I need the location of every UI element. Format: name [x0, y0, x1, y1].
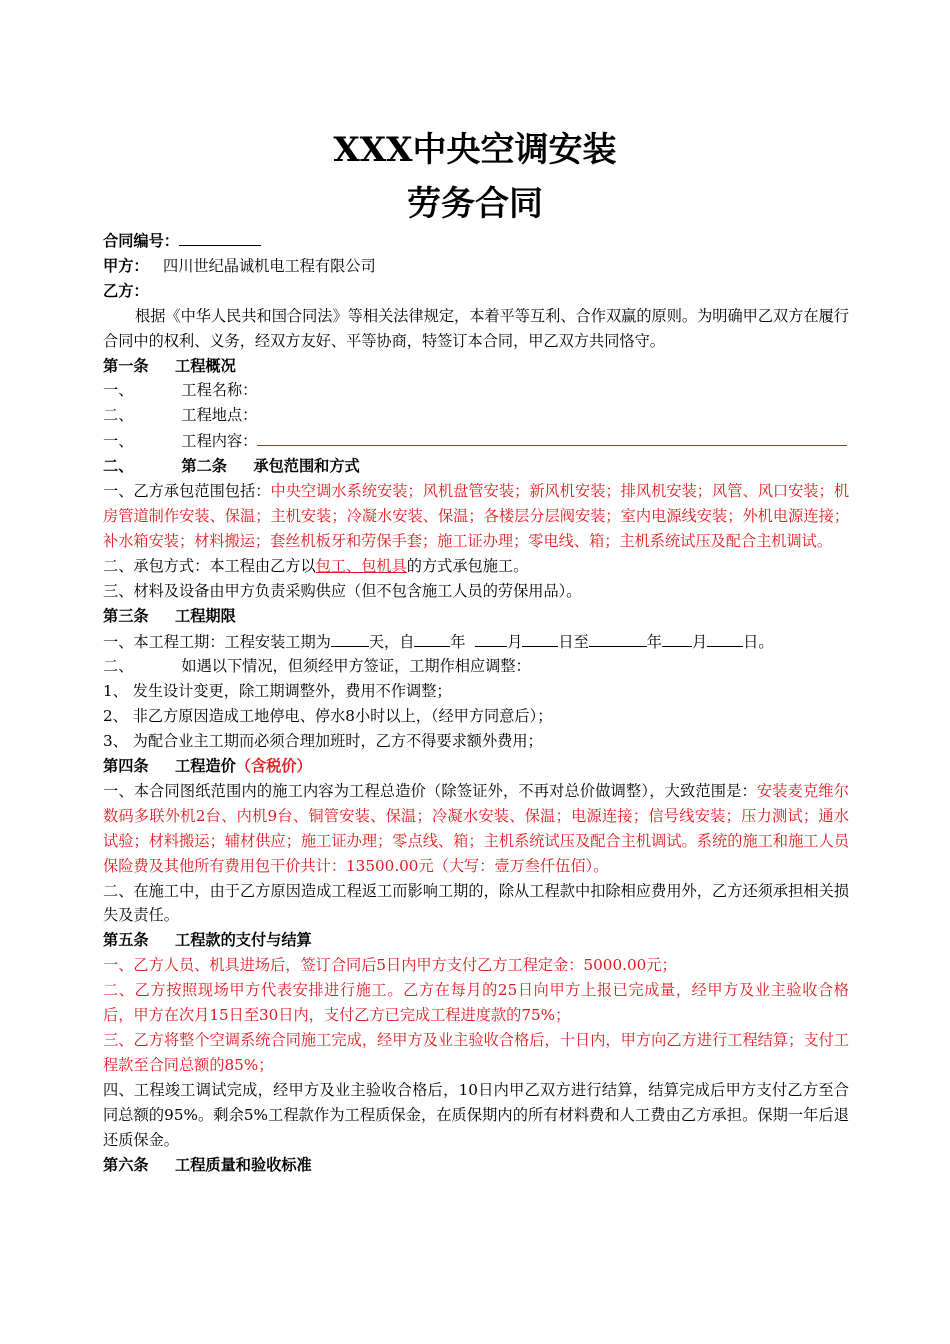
art2-scope-paragraph	[103, 479, 849, 554]
art1-item-num: 一、	[103, 381, 134, 400]
art3-year-text: 年	[450, 632, 466, 651]
art3-to-text: 日至	[558, 632, 589, 651]
art3-item-2: 2、 非乙方原因造成工地停电、停水8小时以上，（经甲方同意后）；	[103, 707, 553, 726]
party-b-label: 乙方：	[103, 281, 149, 300]
art4-rework-paragraph: 二、在施工中，由于乙方原因造成工程返工而影响工期的，除从工程款中扣除相应费用外，乙方还须承担相关损失及责任。	[103, 881, 849, 925]
art5-heading	[103, 928, 849, 953]
art4-heading-num: 第四条	[103, 757, 149, 776]
art1-item-label: 工程内容：	[181, 432, 258, 451]
start-day-blank[interactable]	[522, 629, 558, 647]
contract-no-label: 合同编号：	[103, 232, 179, 250]
art5-payment-4: 四、工程竣工调试完成，经甲方及业主验收合格后，10日内甲乙双方进行结算，结算完成后甲方支付乙方至合同总额的95%。剩余5%工程款作为工程质保金，在质保期内的所有材料费和人工费由乙方承担。保期一年后退还质保金。	[103, 1080, 849, 1149]
art2-heading	[103, 454, 849, 479]
end-year-blank[interactable]	[589, 629, 647, 647]
art6-heading	[103, 1153, 849, 1178]
end-month-blank[interactable]	[662, 629, 692, 647]
art6-heading-text: 工程质量和验收标准	[175, 1155, 312, 1174]
art2-method-text: 二、承包方式：本工程由乙方以	[103, 556, 316, 575]
contract-no-blank[interactable]	[179, 228, 261, 246]
art3-heading-text: 工程期限	[175, 606, 236, 625]
art2-materials-paragraph: 三、材料及设备由甲方负责采购供应（但不包含施工人员的劳保用品）。	[103, 581, 582, 600]
art3-heading-num: 第三条	[103, 606, 149, 625]
art4-heading	[103, 754, 849, 779]
art2-method-value: 包工、包机具	[315, 556, 407, 575]
art5-payment-2: 二、乙方按照现场甲方代表安排进行施工。乙方在每月的25日向甲方上报已完成量，经甲方及业主验收合格后，甲方在次月15日至30日内，支付乙方已完成工程进度款的75%；	[103, 981, 849, 1025]
art4-heading-text: 工程造价	[175, 757, 236, 776]
art2-heading-text: 承包范围和方式	[253, 457, 360, 476]
art1-heading	[103, 354, 849, 379]
contract-no-line	[103, 228, 849, 254]
art4-price-scope: 安装麦克维尔数码多联外机2台、内机9台、铜管安装、保温；冷凝水安装、保温；电源连接；信号线安装；压力测试；通水试验；材料搬运；辅材供应；施工证办理；零点线、箱；主机系统试压及配合主机调试。系统的施工和施工人员保险费及其他所有费用包干价共计：13500.00元（大写：壹万叁仟伍佰）。	[103, 781, 849, 875]
art3-end-text: 日。	[743, 632, 774, 651]
art3-year2-text: 年	[646, 632, 662, 651]
art3-item-3: 3、 为配合业主工期而必须合理加班时，乙方不得要求额外费用；	[103, 732, 543, 751]
art4-heading-tax: （含税价）	[235, 757, 312, 776]
art2-method-suffix: 的方式承包施工。	[406, 556, 529, 575]
art1-item-num: 二、	[103, 406, 134, 425]
art1-item-location	[103, 403, 849, 428]
art3-month-text: 月	[507, 632, 523, 651]
art2-heading-num: 第二条	[181, 457, 227, 476]
art1-item-num: 一、	[103, 432, 134, 451]
art3-adjust-paragraph	[103, 654, 849, 679]
party-b-line	[103, 279, 849, 304]
art2-scope-items: 中央空调水系统安装；风机盘管安装；新风机安装；排风机安装；风管、风口安装；机房管道制作安装、保温；主机安装；冷凝水安装、保温；各楼层分层阀安装；室内电源线安装；外机电源连接；补水箱安装；材料搬运；套丝机板牙和劳保手套；施工证办理；零电线、箱；主机系统试压及配合主机调试。	[103, 482, 850, 550]
art5-heading-text: 工程款的支付与结算	[175, 931, 312, 950]
art4-price-paragraph	[103, 779, 849, 879]
art1-item-content	[103, 428, 849, 454]
end-day-blank[interactable]	[707, 629, 743, 647]
art3-month2-text: 月	[691, 632, 708, 651]
art4-price-text: 一、本合同图纸范围内的施工内容为工程总造价（除签证外，不再对总价做调整），大致范围是：	[103, 781, 757, 800]
art5-heading-num: 第五条	[103, 931, 149, 950]
art3-heading	[103, 604, 849, 629]
art3-period-paragraph	[103, 629, 849, 655]
art1-heading-text: 工程概况	[175, 356, 236, 375]
contract-body	[103, 228, 849, 1177]
party-a-name: 四川世纪晶诚机电工程有限公司	[163, 256, 376, 275]
art6-heading-num: 第六条	[103, 1155, 149, 1174]
days-blank[interactable]	[331, 629, 369, 647]
art1-heading-num: 第一条	[103, 356, 149, 375]
art3-adjust-text: 如遇以下情况，但须经甲方签证，工期作相应调整：	[181, 657, 531, 676]
intro-paragraph: 根据《中华人民共和国合同法》等相关法律规定，本着平等互利、合作双赢的原则。为明确甲乙双方在履行合同中的权利、义务，经双方友好、平等协商，特签订本合同，甲乙双方共同恪守。	[103, 306, 849, 350]
start-year-blank[interactable]	[414, 629, 450, 647]
start-month-blank[interactable]	[475, 629, 507, 647]
document-title-line1: XXX中央空调安装	[333, 130, 617, 170]
art5-payment-1: 一、乙方人员、机具进场后，签订合同后5日内甲方支付乙方工程定金：5000.00元；	[103, 956, 677, 975]
document-title-line2: 劳务合同	[407, 184, 543, 224]
party-a-line	[103, 254, 849, 279]
art2-prefix: 二、	[103, 457, 134, 476]
art2-scope-label: 一、乙方承包范围包括：	[103, 482, 271, 501]
art5-payment-3: 三、乙方将整个空调系统合同施工完成，经甲方及业主验收合格后，十日内，甲方向乙方进行工程结算；支付工程款至合同总额的85%；	[103, 1031, 849, 1074]
party-a-label: 甲方：	[103, 256, 149, 275]
art1-item-label: 工程地点：	[181, 406, 258, 425]
art3-adjust-num: 二、	[103, 657, 134, 676]
art3-item-1: 1、 发生设计变更，除工期调整外，费用不作调整；	[103, 682, 452, 701]
art3-period-text: 一、本工程工期：工程安装工期为	[103, 632, 331, 651]
art1-item-label: 工程名称：	[181, 381, 258, 400]
content-blank[interactable]	[257, 428, 847, 446]
art2-method-paragraph	[103, 554, 849, 579]
art1-item-name	[103, 378, 849, 403]
art3-day-text: 天，自	[368, 632, 415, 651]
